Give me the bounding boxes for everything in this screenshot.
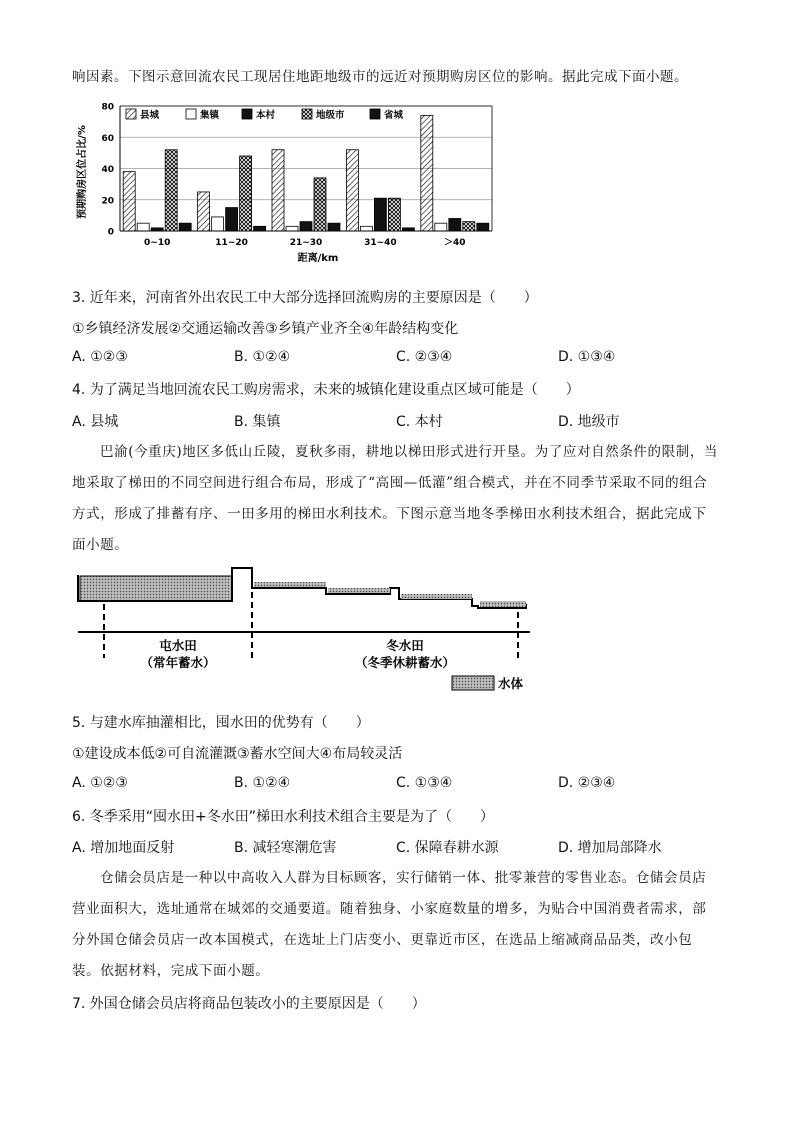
legend-label: 省城 <box>384 110 404 121</box>
bar-1-3 <box>272 150 284 231</box>
bar-1-2 <box>198 192 210 231</box>
q6-option-b[interactable]: B. 减轻寒潮危害 <box>234 840 337 856</box>
q4-stem: 4. 为了满足当地回流农民工购房需求，未来的城镇化建设重点区域可能是（ ） <box>72 382 580 398</box>
x-tick-label: ＞40 <box>444 238 466 248</box>
legend <box>126 109 404 121</box>
water-body-left <box>80 576 232 601</box>
q5-items: ①建设成本低②可自流灌溉③蓄水空间大④布局较灵活 <box>72 746 403 762</box>
q5-option-c[interactable]: C. ①③④ <box>396 775 453 791</box>
y-tick-label: 0 <box>107 227 114 238</box>
bar-2-3 <box>286 226 298 231</box>
bar-1-1 <box>123 172 135 231</box>
q6-option-d[interactable]: D. 增加局部降水 <box>558 840 662 856</box>
q3-option-d[interactable]: D. ①③④ <box>558 349 616 365</box>
x-tick-label: 11~20 <box>215 238 248 248</box>
bar-2-1 <box>137 223 149 231</box>
bar-2-2 <box>212 217 224 231</box>
terrace-diagram <box>74 566 534 696</box>
q5-option-a[interactable]: A. ①②③ <box>72 775 128 791</box>
bar-5-1 <box>179 223 191 231</box>
y-tick-label: 40 <box>101 165 114 175</box>
bar-4-2 <box>240 156 252 231</box>
q4-option-b[interactable]: B. 集镇 <box>234 414 281 430</box>
legend-label: 本村 <box>256 110 276 121</box>
legend-swatch <box>126 109 136 119</box>
legend-label: 地级市 <box>316 110 345 121</box>
legend-label: 县城 <box>140 110 160 121</box>
passage-warehouse: 仓储会员店是一种以中高收入人群为目标顾客，实行储销一体、批零兼营的零售业态。仓储会员店营业面积大，选址通常在城郊的交通要道。随着独身、小家庭数量的增多，为贴合中国消费者需求，部分外国仓储会员店一改本国模式，在选址上门店变小、更靠近市区，在选品上缩减商品品类，改小包装。依据材料，完成下面小题。 <box>72 870 707 979</box>
x-tick-label: 31~40 <box>364 238 397 248</box>
q6-option-a[interactable]: A. 增加地面反射 <box>72 840 175 856</box>
q3-option-a[interactable]: A. ①②③ <box>72 349 128 365</box>
water-body-2 <box>328 588 390 593</box>
q5-option-b[interactable]: B. ①②④ <box>234 775 291 791</box>
left-field-label: 屯水田 <box>159 638 197 653</box>
q5-option-d[interactable]: D. ②③④ <box>558 775 616 791</box>
intro-text: 响因素。下图示意回流农民工现居住地距地级市的远近对预期购房区位的影响。据此完成下面小题。 <box>72 69 688 85</box>
y-axis-label: 预期购房区位占比/% <box>77 125 88 219</box>
bar-5-5 <box>477 223 489 231</box>
q4-option-d[interactable]: D. 地级市 <box>558 414 620 430</box>
q4-option-c[interactable]: C. 本村 <box>396 414 443 430</box>
bar-3-5 <box>449 219 461 232</box>
q3-stem: 3. 近年来，河南省外出农民工中大部分选择回流购房的主要原因是（ ） <box>72 290 538 306</box>
q3-option-c[interactable]: C. ②③④ <box>396 349 453 365</box>
legend-water-label: 水体 <box>498 676 524 691</box>
legend-swatch <box>242 109 252 119</box>
bar-2-4 <box>360 226 372 231</box>
right-field-sub: （冬季休耕蓄水） <box>354 655 456 670</box>
q3-items: ①乡镇经济发展②交通运输改善③乡镇产业齐全④年龄结构变化 <box>72 321 459 337</box>
bar-4-4 <box>388 198 400 231</box>
bar-5-2 <box>254 226 266 231</box>
y-tick-label: 80 <box>101 102 114 113</box>
bar-2-5 <box>435 223 447 231</box>
bar-1-5 <box>421 115 433 231</box>
q6-stem: 6. 冬季采用“囤水田+冬水田”梯田水利技术组合主要是为了（ ） <box>72 809 495 825</box>
bar-3-3 <box>300 222 312 231</box>
q7-stem: 7. 外国仓储会员店将商品包装改小的主要原因是（ ） <box>72 996 426 1012</box>
legend-water-swatch <box>452 676 494 690</box>
bar-3-2 <box>226 208 238 231</box>
bar-4-3 <box>314 178 326 231</box>
x-tick-label: 21~30 <box>289 238 323 248</box>
bar-1-4 <box>346 150 358 231</box>
bar-chart <box>74 98 504 268</box>
bar-5-3 <box>328 223 340 231</box>
q5-stem: 5. 与建水库抽灌相比，囤水田的优势有（ ） <box>72 715 370 731</box>
bars <box>123 115 489 231</box>
y-tick-label: 20 <box>101 196 114 207</box>
bar-3-4 <box>374 198 386 231</box>
legend-swatch <box>302 109 312 119</box>
bar-4-5 <box>463 222 475 231</box>
q4-option-a[interactable]: A. 县城 <box>72 414 119 430</box>
legend-swatch <box>370 109 380 119</box>
legend-label: 集镇 <box>200 110 220 121</box>
water-body-4 <box>480 601 526 607</box>
q3-option-b[interactable]: B. ①②④ <box>234 349 291 365</box>
x-axis-label: 距离/km <box>297 253 339 264</box>
y-tick-label: 60 <box>101 133 114 144</box>
left-field-sub: （常年蓄水） <box>140 655 216 670</box>
water-body-3 <box>401 594 472 599</box>
water-body-1 <box>254 582 326 587</box>
passage-terraces: 巴渝(今重庆)地区多低山丘陵，夏秋多雨，耕地以梯田形式进行开垦。为了应对自然条件的限制，当地采取了梯田的不同空间进行组合布局，形成了“高囤—低灌”组合模式，并在不同季节采取不同的组合方式，形成了排蓄有序、一田多用的梯田水利技术。下图示意当地冬季梯田水利技术组合，据此完成下面小题。 <box>72 444 719 553</box>
legend-swatch <box>186 109 196 119</box>
right-field-label: 冬水田 <box>386 638 424 653</box>
x-tick-label: 0~10 <box>144 238 171 248</box>
q6-option-c[interactable]: C. 保障春耕水源 <box>396 840 499 856</box>
bar-4-1 <box>165 150 177 231</box>
